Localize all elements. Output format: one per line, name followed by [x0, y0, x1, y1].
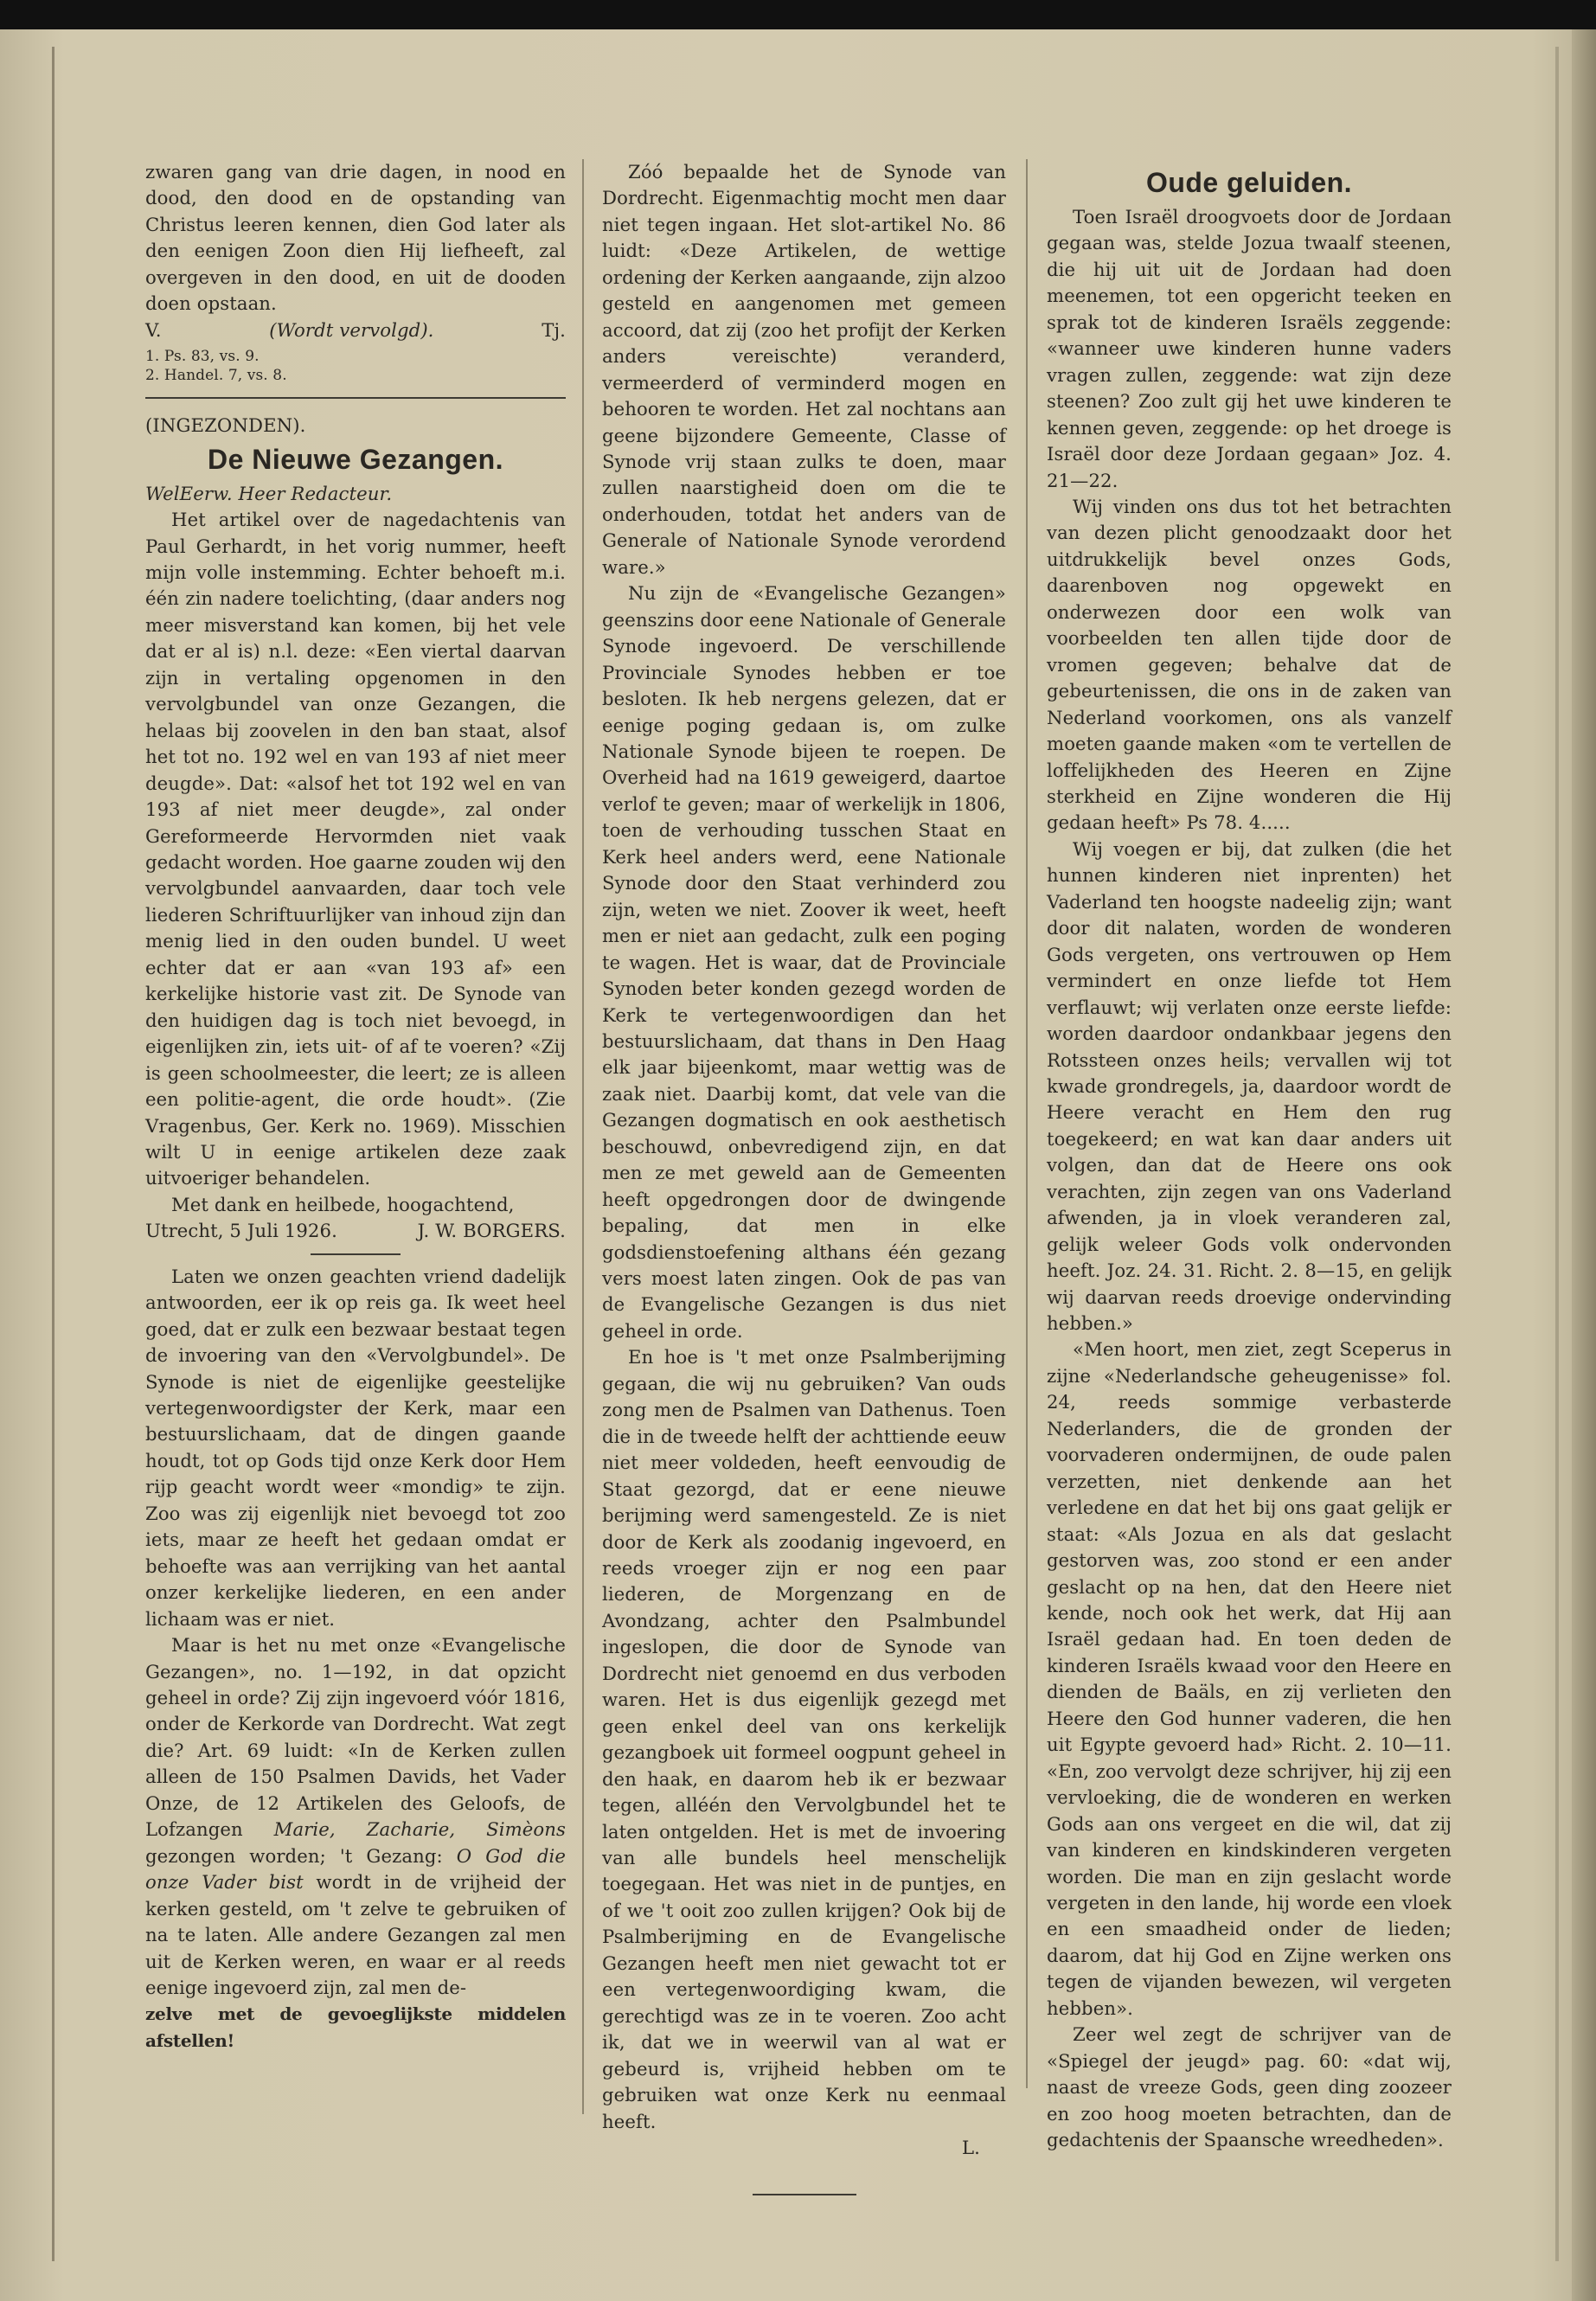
column-1	[145, 159, 566, 2054]
column-3	[1047, 159, 1452, 2154]
divider-short	[311, 1253, 401, 1255]
footnotes	[145, 347, 566, 385]
page-edge-shadow	[1572, 29, 1596, 2301]
hymn-title: O God die onze Vader bist	[145, 1844, 566, 1894]
column-rule-left	[582, 159, 584, 2114]
letter-author: J. W. BORGERS.	[417, 1220, 566, 1242]
article-paragraph: Zóó bepaalde het de Synode van Dordrecht. Eigenmachtig mocht men daar niet tegen ingaan. Het slot-artikel No. 86 luidt: «Deze Artikelen, de wettige ordening der Kerken aangaande, zijn alzoo gesteld en aangenomen met gemeen accoord, dat zij (zoo het profijt der Kerken anders vereischte) veranderd, vermeerderd of verminderd mogen en behooren te worden. Het zal nochtans aan geene bijzondere Gemeente, Classe of Synode vrij staan zulks te doen, maar zullen naarstigheid doen om die te onderhouden, totdat het anders van de Generale of Nationale Synode verordend ware.»	[602, 161, 1006, 578]
column-2	[602, 159, 1006, 2195]
article-paragraph: Toen Israël droogvoets door de Jordaan gegaan was, stelde Jozua twaalf steenen, die hij uit uit de Jordaan had doen meenemen, tot een opgericht teeken en sprak tot de kinderen Israëls zeggende: «wanneer uwe kinderen hunne vaders vragen zullen, zeggende: wat zijn deze steenen? Zoo zult gij het uwe kinderen te kennen geven, zeggende: op het droege is Israël door deze Jordaan gegaan» Joz. 4. 21—22.	[1047, 206, 1452, 491]
letter-place-date: Utrecht, 5 Juli 1926.	[145, 1220, 337, 1242]
article-paragraph: En hoe is 't met onze Psalmberijming gegaan, die wij nu gebruiken? Van ouds zong men de Psalmen van Dathenus. Toen die in de tweede helft der achttiende eeuw niet meer voldeden, heeft eenvoudig de Staat gezorgd, dat er eene nieuwe berijming werd samengesteld. Ze is niet door de Kerk als zoodanig ingevoerd, en reeds vroeger zijn er nog een paar liederen, de Morgenzang en de Avondzang, achter den Psalmbundel ingeslopen, die door de Synode van Dordrecht niet genoemd en dus verboden waren. Het is dus eigenlijk gezegd met geen enkel deel van ons kerkelijk gezangboek uit formeel oogpunt geheel in den haak, en daarom heb ik er bezwaar tegen, alléén den Vervolgbundel het te laten ontgelden. Het is met de invoering van alle bundels heel menschelijk toegegaan. Het was niet in de puntjes, en of we 't ooit zoo zullen krijgen? Ook bij de Psalmberijming en de Evangelische Gezangen heeft men niet gewacht tot er een vertegenwoordiging kwam, die gerechtigd was ze in te voeren. Zoo acht ik, dat we in weerwil van al wat er gebeurd is, vrijheid hebben om te gebruiken wat onze Kerk nu eenmaal heeft.	[602, 1346, 1006, 2132]
reply-text: gezongen worden; 't Gezang:	[145, 1844, 443, 1867]
article-paragraph: Wij voegen er bij, dat zulken (die het hunnen kinderen niet inprenten) het Vaderland ten hoogste nadeelig zijn; want door dit nalaten, worden de wonderen Gods vergeten, ons vertrouwen op Hem vermindert en onze liefde tot Hem verflauwt; wij verlaten onze eerste liefde: worden daardoor ondankbaar jegens den Rotssteen onzes heils; vervallen wij tot kwade grondregels, ja, daardoor wordt de Heere veracht en Hem den rug toegekeerd; en wat kan daar anders uit volgen, dan dat de Heere ons ook verachten, zijn zegen van ons Vaderland afwenden, ja in vloek veranderen zal, gelijk weleer Gods volk ondervonden heeft. Joz. 24. 31. Richt. 2. 8—15, en gelijk wij daarvan reeds droevige ondervinding hebben.»	[1047, 837, 1452, 1335]
reply-paragraph: Laten we onzen geachten vriend dadelijk antwoorden, eer ik op reis ga. Ik weet heel goed, dat er zulk een bezwaar bestaat tegen de invoering van den «Vervolgbundel». De Synode is niet de eigenlijke geestelijke vertegenwoordigster der Kerk, maar een bestuurslichaam, dat de dingen gaande houdt, tot op Gods tijd onze Kerk door Hem rijp geacht wordt weer «mondig» te zijn. Zoo was zij eigenlijk niet bevoegd tot zoo iets, maar ze heeft het gedaan omdat er behoefte was aan verrijking van het aantal onzer kerkelijke liederen, en een ander lichaam was er niet.	[145, 1265, 566, 1630]
continued-article-signoff	[145, 317, 566, 343]
column-rule-right	[1026, 159, 1028, 2088]
article-paragraph: Nu zijn de «Evangelische Gezangen» geenszins door eene Nationale of Generale Synode ingevoerd. De verschillende Provinciale Synodes hebben er toe besloten. Ik heb nergens gelezen, dat er eenige poging gedaan is, om zulke Nationale Synode bijeen te roepen. De Overheid had na 1619 geweigerd, daartoe verlof te geven; maar of werkelijk in 1806, toen de verhouding tusschen Staat en Kerk heel anders werd, eene Nationale Synode door den Staat verhinderd zou zijn, weten we niet. Zoover ik weet, heeft men er niet aan gedacht, zulk een poging te wagen. Het is waar, dat de Provinciale Synoden beter konden gezegd worden de Kerk te vertegenwoordigen dan het bestuurslichaam, dat thans in Den Haag elk jaar bijeenkomt, maar wettig was de zaak niet. Daarbij komt, dat vele van die Gezangen dogmatisch en ook aesthetisch beschouwd, onbevredigend zijn, en dat men ze met geweld aan de Gemeenten heeft opgedrongen door de dwingende bepaling, dat men in elke godsdienstoefening althans één gezang vers moest laten zingen. Ook de pas van de Evangelische Gezangen is dus niet geheel in orde.	[602, 582, 1006, 1342]
bold-closing-line: zelve met de gevoeglijkste middelen afstellen!	[145, 2003, 566, 2051]
article-headline: Oude geluiden.	[1145, 167, 1353, 198]
article-paragraph: Wij vinden ons dus tot het betrachten van dezen plicht genoodzaakt door het uitdrukkelijk bevel onzes Gods, daarenboven nog opgewekt en onderwezen door een wolk van voorbeelden ten allen tijde door de vromen gegeven; behalve dat de gebeurtenissen, die ons in de zaken van Nederland voorkomen, ons als vanzelf moeten gaande maken «om te vertellen de loffelijkheden des Heeren en Zijne sterkheid en Zijne wonderen die Hij gedaan heeft» Ps 78. 4.....	[1047, 495, 1452, 834]
footnote: 2. Handel. 7, vs. 8.	[145, 367, 287, 385]
article-initial: L.	[961, 2136, 980, 2158]
footnote: 1. Ps. 83, vs. 9.	[145, 348, 260, 366]
article-paragraph: «Men hoort, men ziet, zegt Sceperus in zijne «Nederlandsche geheugenisse» fol. 24, reeds sommige verbasterde Nederlanders, die de gronden der voorvaderen ondermijnen, de oude palen verzetten, niet denkende aan het verledene en dat het bij ons gaat gelijk er staat: «Als Jozua en als dat geslacht gestorven was, zoo stond er een ander geslacht op na hen, dat den Heere niet kende, noch ook het werk, dat Hij aan Israël gedaan had. En toen deden de kinderen Israëls kwaad voor den Heere en dienden de Baäls, en zij verlieten den Heere den God hunner vaderen, die hen uit Egypte gevoerd had» Richt. 2. 10—11. «En, zoo vervolgt deze schrijver, hij zij een vervloeking, die de wonderen en werken Gods aan ons vergeet en die wil, dat zij van kinderen en kindskinderen vergeten worden. Die man en zijn geslacht worde vergeten in den lande, hij worde een vloek en een smaadheid onder de lieden; daarom, dat hij God en Zijne werken ons tegen de vijanden bewezen, wil vergeten hebben».	[1047, 1338, 1452, 2019]
section-divider	[145, 397, 566, 399]
to-be-continued-note: (Wordt vervolgd).	[269, 318, 434, 341]
letter-salutation: WelEerw. Heer Redacteur.	[145, 482, 393, 504]
article-paragraph: Zeer wel zegt de schrijver van de «Spiegel der jeugd» pag. 60: «dat wij, naast de vreeze Gods, geen ding zoozeer en zoo hoog moeten betrachten, dan de gedachtenis der Spaansche wreedheden».	[1047, 2023, 1452, 2151]
song-names: Marie, Zacharie, Simèons	[273, 1818, 566, 1841]
submitted-label: (INGEZONDEN).	[145, 414, 306, 437]
continued-article-text: zwaren gang van drie dagen, in nood en dood, den dood en de opstanding van Christus leeren kennen, dien God later als den eenigen Zoon dien Hij liefheeft, zal overgeven in den dood, en uit de dooden doen opstaan.	[145, 161, 566, 315]
reply-text: wordt in de vrijheid der kerken gesteld, om 't zelve te gebruiken of na te laten. Alle andere Gezangen zal men uit de Kerken weren, en waar er al reeds eenige ingevoerd zijn, zal men de-	[145, 1871, 566, 1998]
newspaper-page	[0, 29, 1596, 2301]
reply-paragraph	[145, 1632, 566, 2001]
author-initials: Tj.	[542, 318, 566, 341]
reply-text: Maar is het nu met onze «Evangelische Gezangen», no. 1—192, in dat opzicht geheel in orde? Zij zijn ingevoerd vóór 1816, onder de Kerkorde van Dordrecht. Wat zegt die? Art. 69 luidt: «In de Kerken zullen alleen de 150 Psalmen Davids, het Vader Onze, de 12 Artikelen des Geloofs, de Lofzangen	[145, 1634, 566, 1841]
letter-body: Het artikel over de nagedachtenis van Paul Gerhardt, in het vorig nummer, heeft mijn volle instemming. Echter behoeft m.i. één zin nadere toelichting, (daar anders nog meer misverstand kan komen, bij het vele dat er al is) n.l. deze: «Een viertal daarvan zijn in vertaling opgenomen in den vervolgbundel van onze Gezangen, die helaas bij zoovelen in den ban staat, alsof het tot no. 192 wel en van 193 af niet meer deugde». Dat: «alsof het tot 192 wel en van 193 af niet meer deugde», zal onder Gereformeerde Hervormden niet vaak gedacht worden. Hoe gaarne zouden wij den vervolgbundel aanvaarden, daar toch vele liederen Schriftuurlijker van inhoud zijn dan menig lied in den ouden bundel. U weet echter dat er aan «van 193 af» een kerkelijke historie vast zit. De Synode van den huidigen dag is toch niet bevoegd, in eigenlijken zin, iets uit- of af te voeren? «Zij is geen schoolmeester, die leert; ze is alleen een politie-agent, die orde houdt». (Zie Vragenbus, Ger. Kerk no. 1969). Misschien wilt U in eenige artikelen deze zaak uitvoeriger behandelen.	[145, 509, 566, 1189]
letter-closing: Met dank en heilbede, hoogachtend,	[171, 1193, 515, 1215]
article-headline: De Nieuwe Gezangen.	[207, 443, 504, 475]
section-mark: V.	[145, 318, 162, 341]
letter-signature	[145, 1218, 566, 1244]
end-divider	[753, 2194, 856, 2195]
